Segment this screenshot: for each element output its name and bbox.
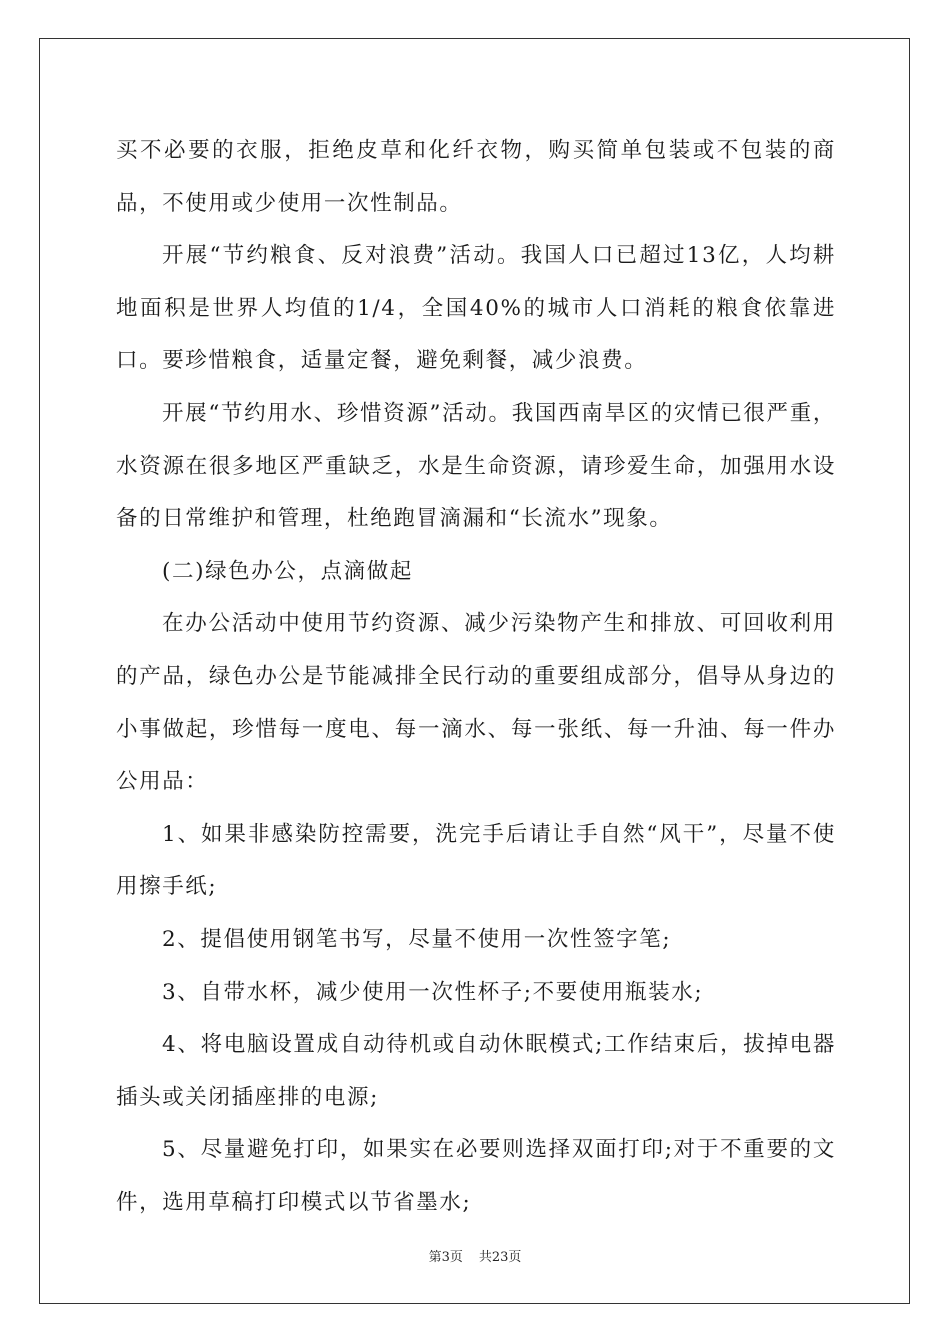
paragraph-2: 开展“节约粮食、反对浪费”活动。我国人口已超过13亿，人均耕地面积是世界人均值的1/4，全国40%的城市人口消耗的粮食依靠进口。要珍惜粮食，适量定餐，避免剩餐，减少浪费。	[116, 243, 836, 374]
list-item-3: 3、自带水杯，减少使用一次性杯子;不要使用瓶装水;	[162, 979, 704, 1005]
paragraph-3: 开展“节约用水、珍惜资源”活动。我国西南旱区的灾情已很严重，水资源在很多地区严重缺乏，水是生命资源，请珍爱生命，加强用水设备的日常维护和管理，杜绝跑冒滴漏和“长流水”现象。	[116, 400, 836, 532]
list-item-4: 4、将电脑设置成自动待机或自动休眠模式;工作结束后，拔掉电器插头或关闭插座排的电源;	[116, 1032, 836, 1110]
page-number: 第3页	[428, 1250, 463, 1265]
list-item-5: 5、尽量避免打印，如果实在必要则选择双面打印;对于不重要的文件，选用草稿打印模式以节省墨水;	[116, 1137, 836, 1215]
document-body	[116, 125, 836, 1229]
section-heading: (二)绿色办公，点滴做起	[162, 558, 413, 584]
paragraph-1: 买不必要的衣服，拒绝皮草和化纤衣物，购买简单包装或不包装的商品，不使用或少使用一次性制品。	[116, 138, 836, 216]
page-footer	[0, 1246, 950, 1265]
list-item-1: 1、如果非感染防控需要，洗完手后请让手自然“风干”，尽量不使用擦手纸;	[116, 821, 836, 900]
paragraph-5: 在办公活动中使用节约资源、减少污染物产生和排放、可回收利用的产品，绿色办公是节能减排全民行动的重要组成部分，倡导从身边的小事做起，珍惜每一度电、每一滴水、每一张纸、每一升油、每一件办公用品：	[116, 611, 836, 795]
list-item-2: 2、提倡使用钢笔书写，尽量不使用一次性签字笔;	[162, 926, 672, 952]
page-total: 共23页	[478, 1250, 522, 1265]
